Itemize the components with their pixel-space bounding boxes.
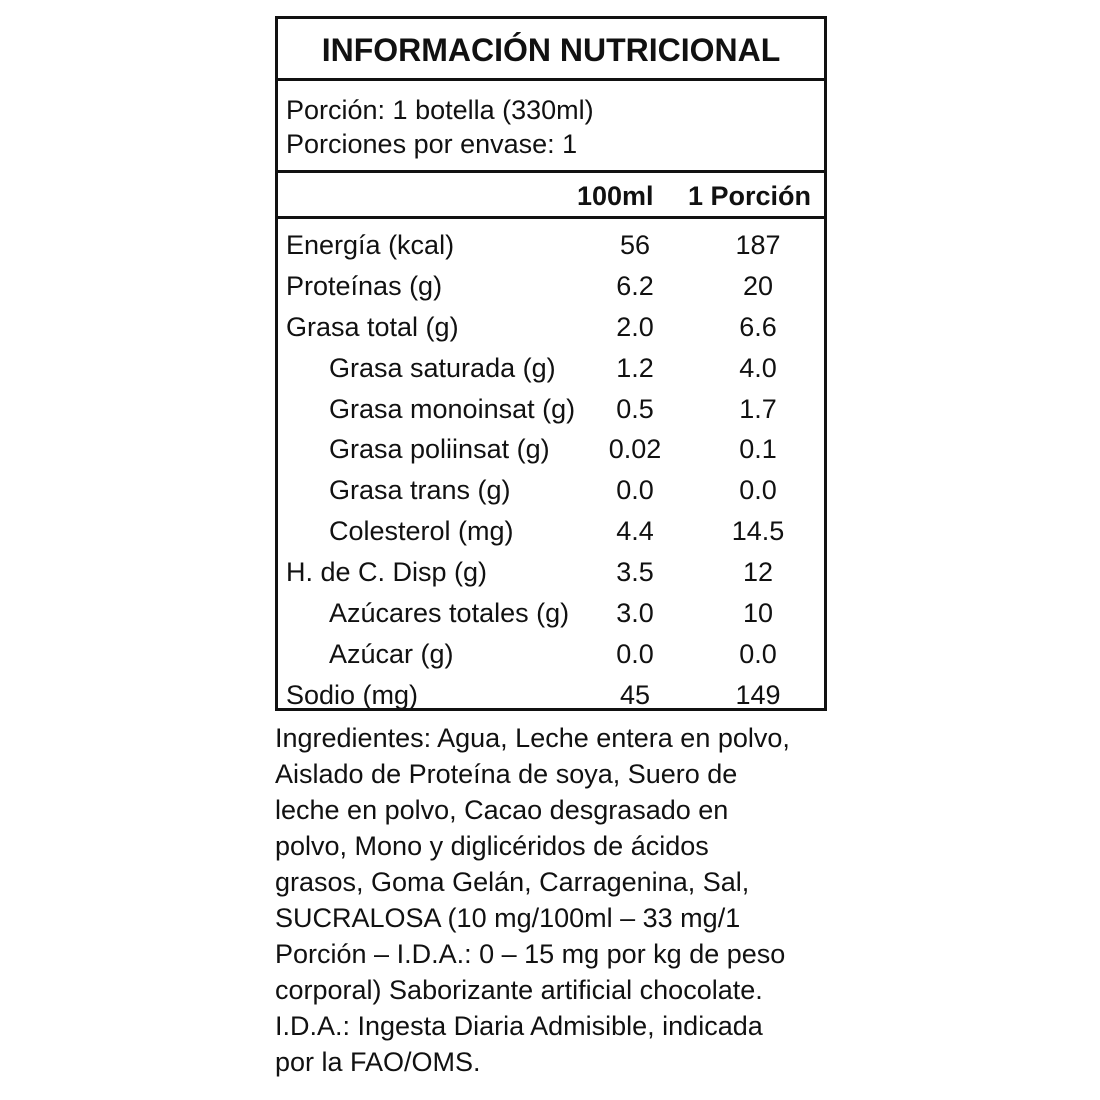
table-row <box>278 470 824 511</box>
serving-size: Porción: 1 botella (330ml) <box>286 95 594 125</box>
value-per-portion: 149 <box>735 679 781 710</box>
value-per-100ml: 45 <box>619 679 651 710</box>
table-row <box>278 348 824 389</box>
nutrient-name: Grasa saturada (g) <box>329 352 556 383</box>
table-row <box>278 307 824 348</box>
table-row <box>278 389 824 430</box>
value-per-portion: 14.5 <box>731 516 785 547</box>
table-row <box>278 675 824 716</box>
table-row <box>278 511 824 552</box>
ingredients-line: Aislado de Proteína de soya, Suero de <box>275 759 738 789</box>
nutrient-name: Sodio (mg) <box>286 679 419 710</box>
value-per-100ml: 0.0 <box>616 638 654 669</box>
serving-info <box>278 81 824 173</box>
value-per-portion: 6.6 <box>739 311 777 342</box>
value-per-100ml: 1.2 <box>616 352 654 383</box>
nutrient-name: Azúcares totales (g) <box>329 598 570 629</box>
value-per-portion: 20 <box>742 270 774 301</box>
ingredients-line: polvo, Mono y diglicéridos de ácidos <box>275 831 709 861</box>
nutrient-name: H. de C. Disp (g) <box>286 557 488 588</box>
value-per-100ml: 0.02 <box>608 434 662 465</box>
value-per-100ml: 3.0 <box>616 598 654 629</box>
ingredients-text <box>275 720 835 1080</box>
nutrient-name: Grasa total (g) <box>286 311 459 342</box>
nutrient-name: Colesterol (mg) <box>329 516 514 547</box>
nutrient-name: Grasa monoinsat (g) <box>329 393 576 424</box>
ingredients-line: Ingredientes: Agua, Leche entera en polvo, <box>275 723 790 753</box>
value-per-portion: 10 <box>742 598 774 629</box>
nutrient-name: Grasa poliinsat (g) <box>329 434 550 465</box>
table-row <box>278 634 824 675</box>
ingredients-line: I.D.A.: Ingesta Diaria Admisible, indicada <box>275 1011 763 1041</box>
ingredients-line: por la FAO/OMS. <box>275 1047 481 1077</box>
column-header-row <box>278 173 824 219</box>
value-per-portion: 0.1 <box>739 434 777 465</box>
value-per-portion: 0.0 <box>739 638 777 669</box>
value-per-portion: 4.0 <box>739 352 777 383</box>
ingredients-line: SUCRALOSA (10 mg/100ml – 33 mg/1 <box>275 903 741 933</box>
ingredients-line: corporal) Saborizante artificial chocolate. <box>275 975 763 1005</box>
table-row <box>278 266 824 307</box>
value-per-portion: 12 <box>742 557 774 588</box>
value-per-100ml: 3.5 <box>616 557 654 588</box>
value-per-100ml: 56 <box>619 230 651 260</box>
value-per-portion: 1.7 <box>739 393 777 424</box>
value-per-100ml: 6.2 <box>616 270 654 301</box>
value-per-100ml: 4.4 <box>616 516 654 547</box>
table-row <box>278 552 824 593</box>
table-row <box>278 429 824 470</box>
nutrient-name: Grasa trans (g) <box>329 475 511 506</box>
table-row <box>278 225 824 266</box>
column-header-100ml: 100ml <box>577 181 654 211</box>
value-per-100ml: 2.0 <box>616 311 654 342</box>
value-per-100ml: 0.5 <box>616 393 654 424</box>
nutrient-name: Azúcar (g) <box>329 638 454 669</box>
value-per-portion: 187 <box>735 230 781 260</box>
ingredients-line: grasos, Goma Gelán, Carragenina, Sal, <box>275 867 750 897</box>
value-per-100ml: 0.0 <box>616 475 654 506</box>
table-row <box>278 593 824 634</box>
ingredients-line: Porción – I.D.A.: 0 – 15 mg por kg de peso <box>275 939 786 969</box>
nutrient-name: Energía (kcal) <box>286 230 455 260</box>
value-per-portion: 0.0 <box>739 475 777 506</box>
nutrient-rows <box>278 225 824 716</box>
column-header-portion: 1 Porción <box>688 181 812 211</box>
nutrition-facts-table <box>275 16 827 711</box>
ingredients-line: leche en polvo, Cacao desgrasado en <box>275 795 729 825</box>
servings-per-container: Porciones por envase: 1 <box>286 129 578 159</box>
table-title: INFORMACIÓN NUTRICIONAL <box>278 19 824 81</box>
nutrient-name: Proteínas (g) <box>286 270 443 301</box>
